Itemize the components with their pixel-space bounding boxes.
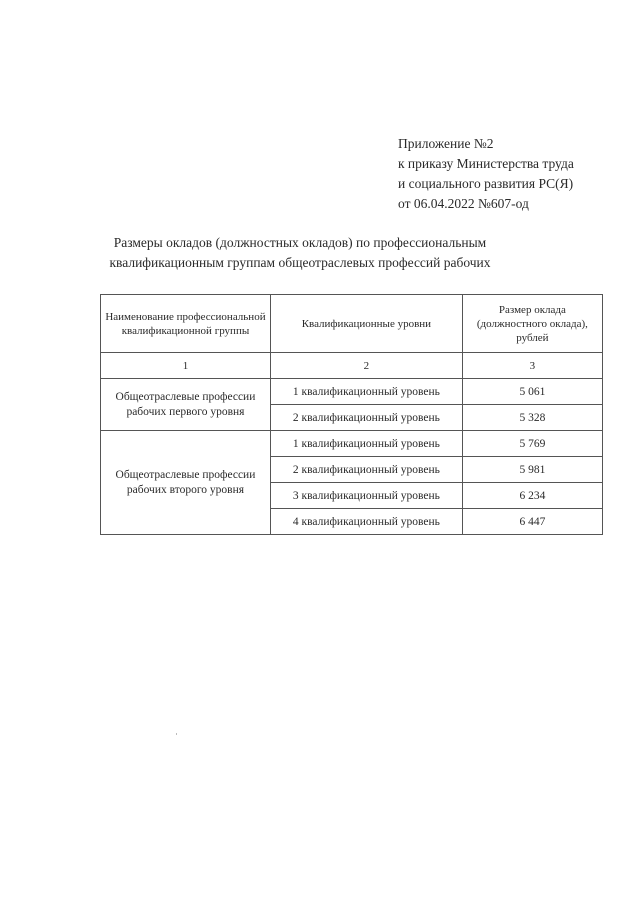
column-number: 2	[270, 353, 462, 379]
column-number-row	[101, 353, 603, 379]
amount-cell: 5 769	[462, 431, 602, 457]
appendix-line: и социального развития РС(Я)	[398, 176, 574, 191]
group-name-cell: Общеотраслевые профессии рабочих первого уровня	[101, 379, 271, 431]
scan-speck	[176, 733, 177, 735]
group-name-cell: Общеотраслевые профессии рабочих второго уровня	[101, 431, 271, 535]
amount-cell: 5 981	[462, 457, 602, 483]
level-cell: 2 квалификационный уровень	[270, 405, 462, 431]
level-cell: 3 квалификационный уровень	[270, 483, 462, 509]
table-row	[101, 379, 603, 405]
document-title	[100, 233, 500, 273]
column-number: 1	[101, 353, 271, 379]
level-cell: 1 квалификационный уровень	[270, 379, 462, 405]
amount-cell: 5 061	[462, 379, 602, 405]
level-cell: 1 квалификационный уровень	[270, 431, 462, 457]
header-salary: Размер оклада (должностного оклада), рублей	[462, 295, 602, 353]
table-header-row	[101, 295, 603, 353]
header-group-name: Наименование профессиональной квалификационной группы	[101, 295, 271, 353]
level-cell: 4 квалификационный уровень	[270, 509, 462, 535]
appendix-block	[398, 134, 574, 214]
amount-cell: 6 234	[462, 483, 602, 509]
title-line: Размеры окладов (должностных окладов) по профессиональным	[113, 235, 487, 250]
amount-cell: 6 447	[462, 509, 602, 535]
appendix-line: Приложение №2	[398, 136, 494, 151]
table-row	[101, 431, 603, 457]
appendix-line: от 06.04.2022 №607-од	[398, 196, 529, 211]
appendix-line: к приказу Министерства труда	[398, 156, 574, 171]
title-line: квалификационным группам общеотраслевых профессий рабочих	[109, 255, 491, 270]
amount-cell: 5 328	[462, 405, 602, 431]
salary-table	[100, 294, 603, 535]
level-cell: 2 квалификационный уровень	[270, 457, 462, 483]
column-number: 3	[462, 353, 602, 379]
header-levels: Квалификационные уровни	[270, 295, 462, 353]
